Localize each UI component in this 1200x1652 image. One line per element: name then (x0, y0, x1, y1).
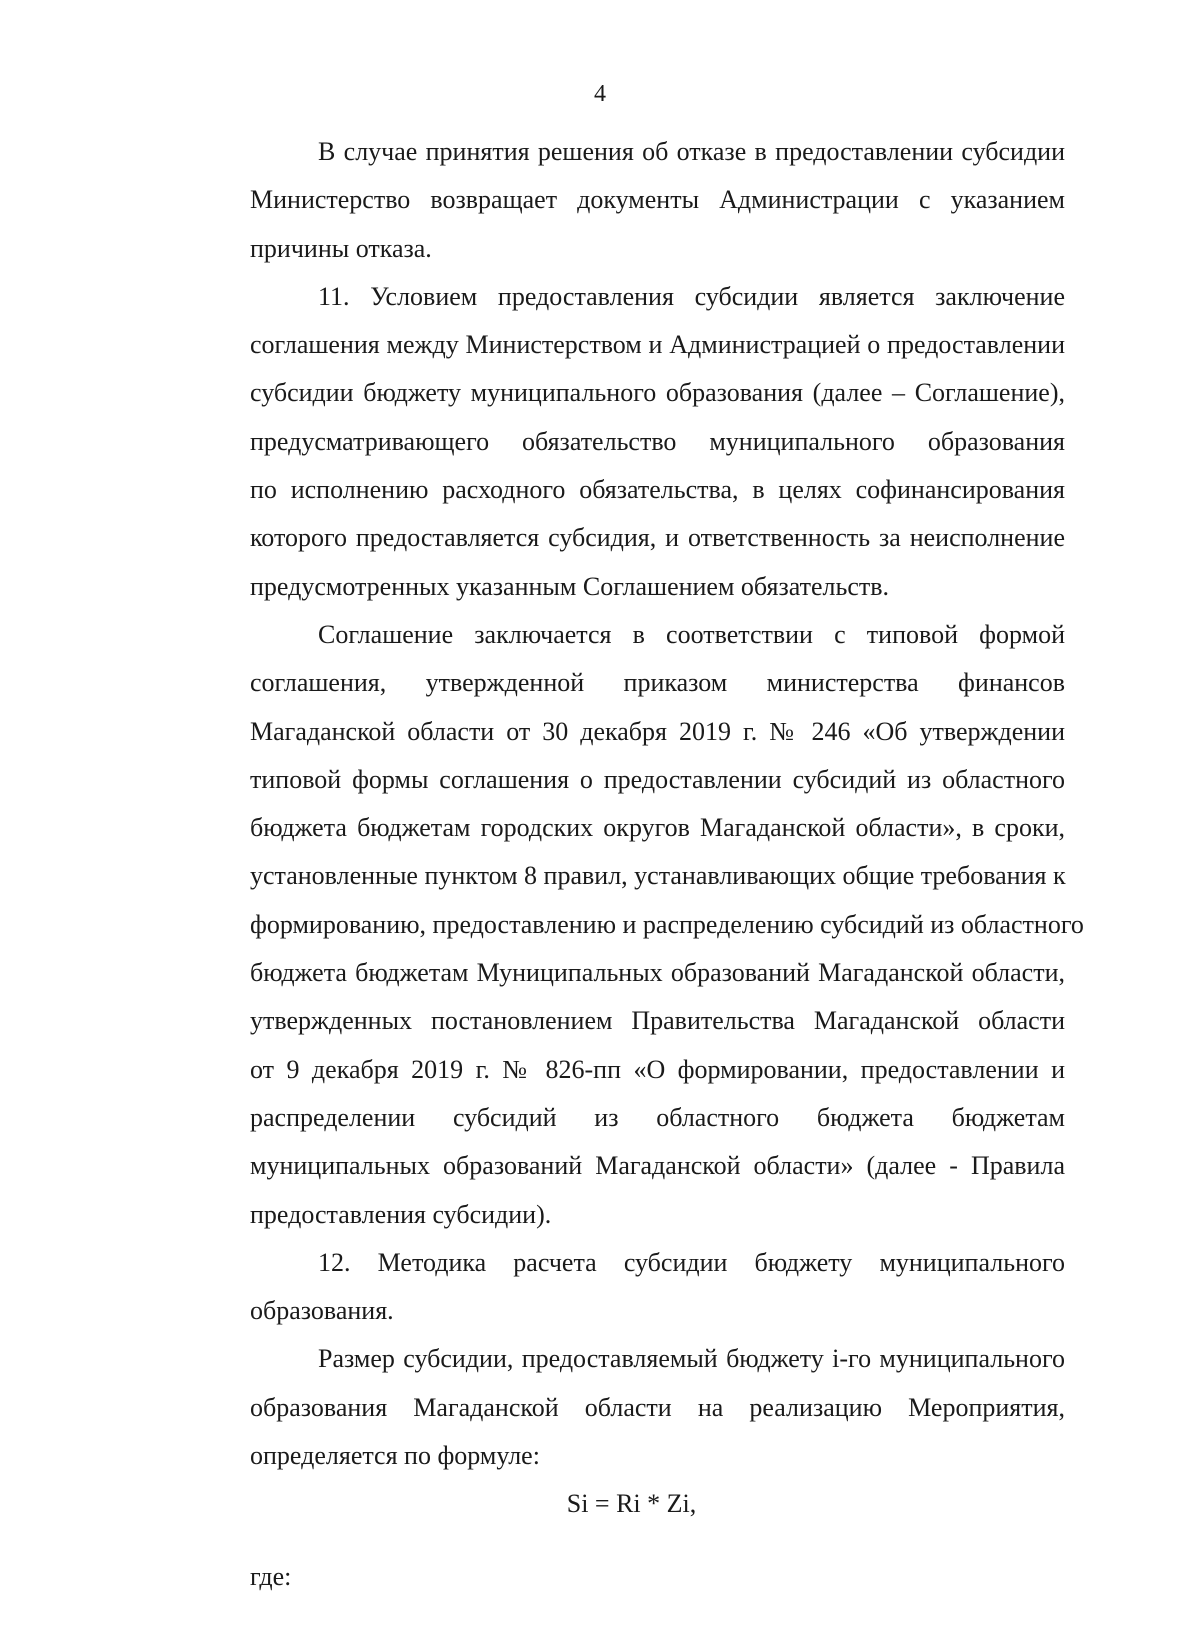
text-line: утвержденных постановлением Правительства Магаданской области (250, 1006, 1065, 1036)
formula: Si = Ri * Zi, (566, 1489, 697, 1519)
text-line: установленные пунктом 8 правил, устанавливающих общие требования к (250, 861, 1066, 891)
text-line: которого предоставляется субсидия, и ответственность за неисполнение (250, 523, 1065, 553)
text-line: предусмотренных указанным Соглашением обязательств. (250, 571, 890, 601)
text-line: распределении субсидий из областного бюджета бюджетам (250, 1102, 1065, 1132)
text-line: причины отказа. (250, 233, 432, 263)
text-line: 12. Методика расчета субсидии бюджету муниципального (318, 1247, 1065, 1277)
text-line: предоставления субсидии). (250, 1199, 552, 1229)
text-line: образования. (250, 1296, 394, 1326)
text-line: от 9 декабря 2019 г. № 826-пп «О формировании, предоставлении и (250, 1054, 1065, 1084)
page-number: 4 (594, 81, 606, 107)
text-line: субсидии бюджету муниципального образования (далее – Соглашение), (250, 378, 1065, 408)
text-line: образования Магаданской области на реализацию Мероприятия, (250, 1392, 1065, 1422)
text-line: Соглашение заключается в соответствии с типовой формой (318, 619, 1065, 649)
paragraph-clause-11 (182, 273, 1065, 611)
text-line: бюджета бюджетам городских округов Магаданской области», в сроки, (250, 813, 1065, 843)
text-line: Магаданской области от 30 декабря 2019 г. № 246 «Об утверждении (250, 716, 1065, 746)
paragraph-subsidy-size (182, 1335, 1065, 1480)
text-line: Министерство возвращает документы Администрации с указанием (250, 185, 1065, 215)
text-line: бюджета бюджетам Муниципальных образований Магаданской области, (250, 958, 1065, 988)
paragraph-agreement (182, 611, 1084, 1239)
text-line: соглашения между Министерством и Администрацией о предоставлении (250, 330, 1065, 360)
text-line: определяется по формуле: (250, 1441, 540, 1471)
text-line: В случае принятия решения об отказе в предоставлении субсидии (318, 137, 1065, 166)
text-line: Размер субсидии, предоставляемый бюджету i-го муниципального (318, 1344, 1065, 1374)
text-line: соглашения, утвержденной приказом министерства финансов (250, 668, 1065, 698)
where-label: где: (250, 1561, 292, 1591)
text-line: предусматривающего обязательство муниципального образования (250, 426, 1065, 456)
text-line: по исполнению расходного обязательства, в целях софинансирования (250, 475, 1065, 505)
text-line: 11. Условием предоставления субсидии является заключение (318, 281, 1065, 311)
document-body (182, 128, 1084, 1601)
paragraph-refusal (182, 128, 1065, 273)
text-line: типовой формы соглашения о предоставлении субсидий из областного (250, 764, 1065, 794)
paragraph-clause-12 (182, 1239, 1065, 1336)
text-line: муниципальных образований Магаданской области» (далее - Правила (250, 1151, 1065, 1181)
text-line: формированию, предоставлению и распределению субсидий из областного (250, 909, 1084, 939)
